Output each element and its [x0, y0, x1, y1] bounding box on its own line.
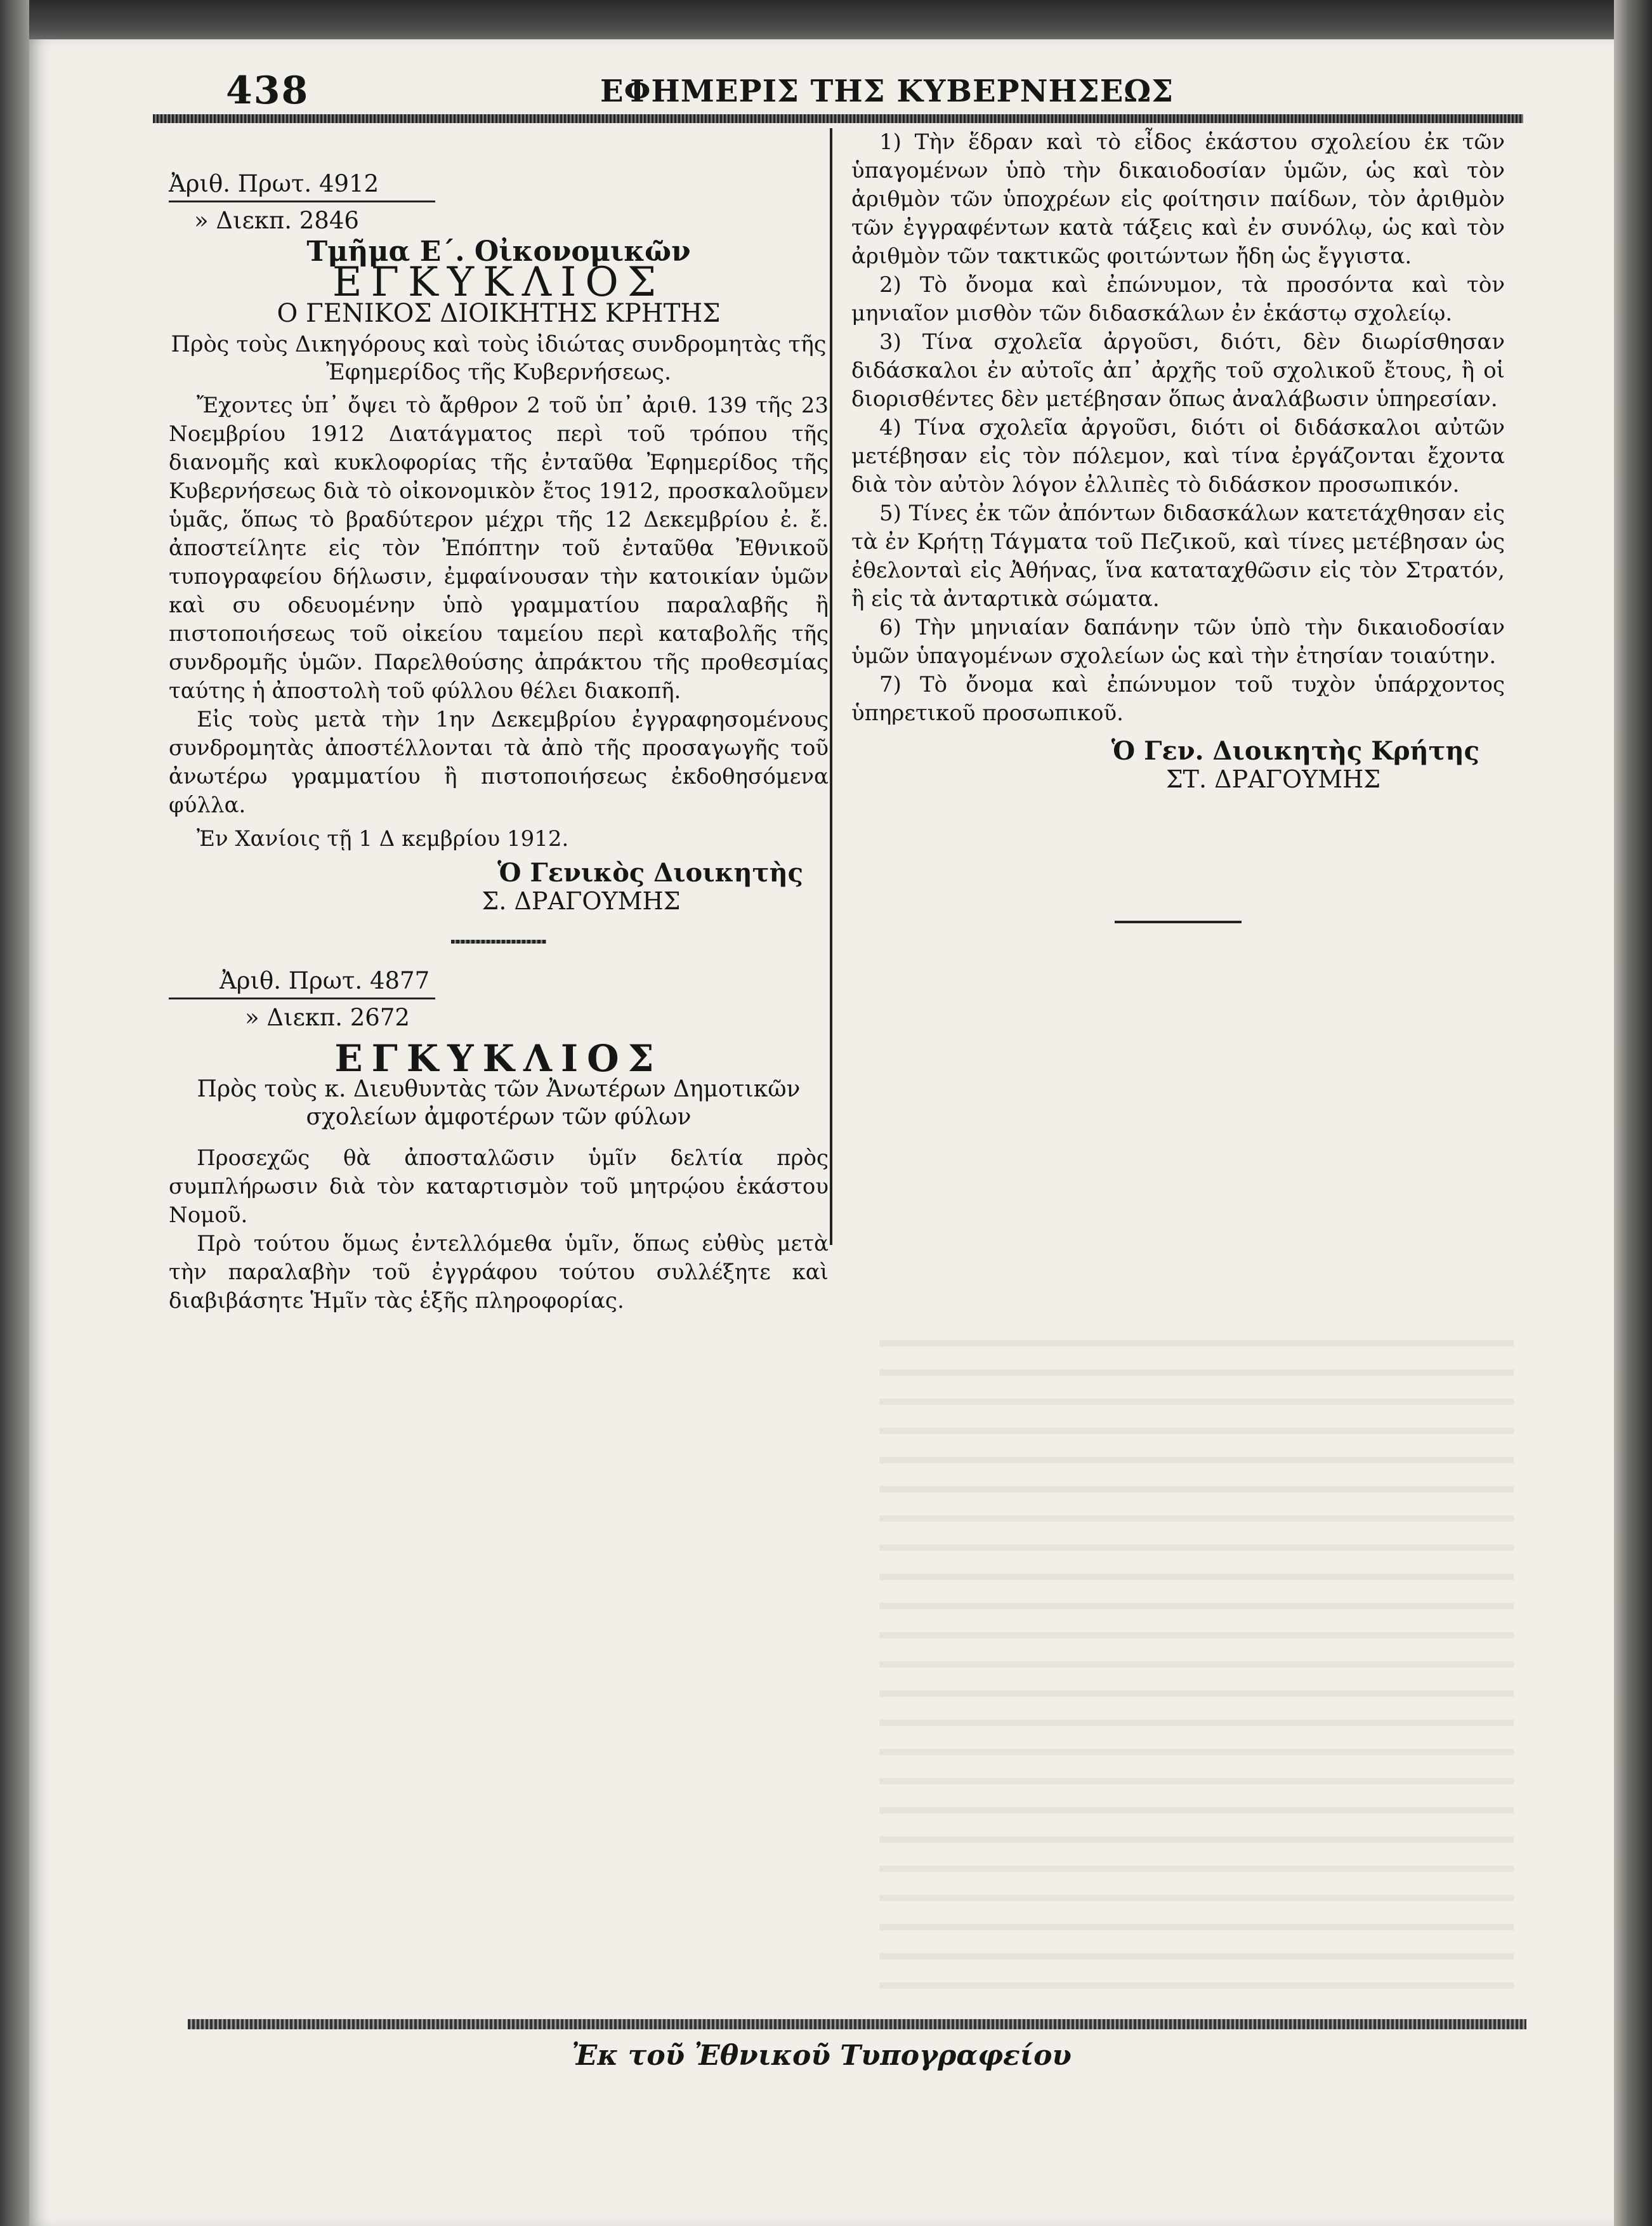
list-item: 2) Τὸ ὄνομα καὶ ἐπώνυμον, τὰ προσόντα καὶ τὸν μηνιαῖον μισθὸν τῶν διδασκάλων ἐν ἑκάστῳ σχολείῳ. — [851, 272, 1505, 326]
signer-name: ΣΤ. ΔΡΑΓΟΥΜΗΣ — [1165, 765, 1381, 793]
signer-name: Σ. ΔΡΑΓΟΥΜΗΣ — [482, 887, 681, 915]
ref-divider — [169, 201, 435, 202]
section-separator — [1115, 921, 1242, 923]
addressee: Πρὸς τοὺς Δικηγόρους καὶ τοὺς ἰδιώτας συνδρομητὰς τῆς Ἐφημερίδος τῆς Κυβερνήσεως. — [171, 332, 827, 385]
list-item: 7) Τὸ ὄνομα καὶ ἐπώνυμον τοῦ τυχὸν ὑπάρχοντος ὑπηρετικοῦ προσωπικοῦ. — [851, 672, 1505, 726]
header-rule — [153, 114, 1523, 123]
page-number: 438 — [226, 69, 310, 113]
body-paragraph: Προσεχῶς θὰ ἀποσταλῶσιν ὑμῖν δελτία πρὸς συμπλήρωσιν διὰ τὸν καταρτισμὸν τοῦ μητρῴου ἑκάστου Νομοῦ. — [169, 1145, 829, 1228]
list-item: 4) Τίνα σχολεῖα ἀργοῦσι, διότι οἱ διδάσκαλοι αὐτῶν μετέβησαν εἰς τὸν πόλεμον, καὶ τίνα ἐργάζονται ἔχοντα διὰ τὸν αὐτὸν λόγον ἐλλιπὲς τὸ διδάσκον προσωπικόν. — [851, 415, 1505, 497]
dispatch-number: » Διεκπ. 2672 — [245, 1004, 410, 1031]
signer-role: Ὁ Γενικὸς Διοικητὴς — [497, 858, 803, 888]
signer-role: Ὁ Γεν. Διοικητὴς Κρήτης — [1111, 736, 1479, 766]
bleed-through-text — [879, 1340, 1514, 2006]
body-paragraph: Εἰς τοὺς μετὰ τὴν 1ην Δεκεμβρίου ἐγγραφησομένους συνδρομητὰς ἀποστέλλονται τὰ ἀπὸ τῆς προσαγωγῆς τοῦ ἀνωτέρω γραμματίου ἢ πιστοποιήσεως ἐκδοθησόμενα φύλλα. — [169, 707, 829, 818]
dispatch-number: » Διεκπ. 2846 — [194, 207, 359, 234]
place-date: Ἐν Χανίοις τῇ 1 Δ κεμβρίου 1912. — [197, 826, 569, 852]
protocol-number: Ἀριθ. Πρωτ. 4912 — [169, 170, 379, 197]
column-divider — [830, 128, 832, 1245]
sender-heading: Ο ΓΕΝΙΚΟΣ ΔΙΟΙΚΗΤΗΣ ΚΡΗΤΗΣ — [277, 299, 721, 328]
circular-title: ΕΓΚΥΚΛΙΟΣ — [334, 1037, 663, 1080]
list-item: 1) Τὴν ἕδραν καὶ τὸ εἶδος ἑκάστου σχολείου ἐκ τῶν ὑπαγομένων ὑπὸ τὴν δικαιοδοσίαν ὑμῶν, ὡς καὶ τὸν ἀριθμὸν τῶν ὑποχρέων εἰς φοίτησιν παίδων, τὸν ἀριθμὸν τῶν ἐγγραφέντων κατὰ τάξεις καὶ ἐν συνόλῳ, ὡς καὶ τὸν ἀριθμὸν τῶν τακτικῶς φοιτώντων ἤδη ὡς ἔγγιστα. — [851, 129, 1505, 269]
section-separator — [451, 940, 546, 944]
circular-title: ΕΓΚΥΚΛΙΟΣ — [332, 259, 665, 306]
list-item: 6) Τὴν μηνιαίαν δαπάνην τῶν ὑπὸ τὴν δικαιοδοσίαν ὑμῶν ὑπαγομένων σχολείων ὡς καὶ τὴν ἐτησίαν τοιαύτην. — [851, 615, 1505, 669]
left-column — [169, 169, 829, 1315]
scan-binding-edge — [0, 0, 29, 2226]
footer-rule — [188, 2019, 1526, 2029]
scan-right-edge — [1614, 0, 1652, 2226]
right-column — [851, 128, 1505, 923]
list-item: 5) Τίνες ἐκ τῶν ἀπόντων διδασκάλων κατετάχθησαν εἰς τὰ ἐν Κρήτῃ Τάγματα τοῦ Πεζικοῦ, καὶ τίνες μετέβησαν ὡς ἐθελονταὶ εἰς Ἀθήνας, ἵνα καταταχθῶσιν εἰς τὸν Στρατόν, ἢ εἰς τὰ ἀνταρτικὰ σώματα. — [851, 501, 1505, 612]
addressee: Πρὸς τοὺς κ. Διευθυντὰς τῶν Ἀνωτέρων Δημοτικῶν σχολείων ἀμφοτέρων τῶν φύλων — [197, 1076, 801, 1130]
ref-divider — [169, 998, 435, 999]
gazette-title: ΕΦΗΜΕΡΙΣ ΤΗΣ ΚΥΒΕΡΝΗΣΕΩΣ — [600, 74, 1174, 109]
department-heading: Τμῆμα Ε΄. Οἰκονομικῶν — [306, 235, 691, 268]
body-paragraph: Ἔχοντες ὑπ᾽ ὄψει τὸ ἄρθρον 2 τοῦ ὑπ᾽ ἀριθ. 139 τῆς 23 Νοεμβρίου 1912 Διατάγματος περὶ τοῦ τρόπου τῆς διανομῆς καὶ κυκλοφορίας τῆς ἐνταῦθα Ἐφημερίδος τῆς Κυβερνήσεως διὰ τὸ οἰκονομικὸν ἔτος 1912, προσκαλοῦμεν ὑμᾶς, ὅπως τὸ βραδύτερον μέχρι τῆς 12 Δεκεμβρίου ἐ. ἔ. ἀποστείλητε εἰς τὸν Ἐπόπτην τοῦ ἐνταῦθα Ἐθνικοῦ τυπογραφείου δήλωσιν, ἐμφαίνουσαν τὴν κατοικίαν ὑμῶν καὶ συ οδευομένην ὑπὸ γραμματίου παραλαβῆς ἢ πιστοποιήσεως τοῦ οἰκείου ταμείου περὶ καταβολῆς τῆς συνδρομῆς ὑμῶν. Παρελθούσης ἀπράκτου τῆς προθεσμίας ταύτης ἡ ἀποστολὴ τοῦ φύλλου θέλει διακοπῆ. — [169, 393, 829, 704]
body-paragraph-continued: Πρὸ τούτου ὅμως ἐντελλόμεθα ὑμῖν, ὅπως εὐθὺς μετὰ τὴν παραλαβὴν τοῦ ἐγγράφου τούτου συλλέξητε καὶ διαβιβάσητε Ἡμῖν τὰς ἑξῆς πληροφορίας. — [169, 1231, 829, 1314]
list-item: 3) Τίνα σχολεῖα ἀργοῦσι, διότι, δὲν διωρίσθησαν διδάσκαλοι ἐν αὐτοῖς ἀπ᾽ ἀρχῆς τοῦ σχολικοῦ ἔτους, ἢ οἱ διορισθέντες δὲν μετέβησαν ὅπως ἀναλάβωσιν ὑπηρεσίαν. — [851, 329, 1505, 412]
gazette-page — [29, 39, 1614, 2226]
protocol-number: Ἀριθ. Πρωτ. 4877 — [220, 967, 430, 994]
printer-imprint: Ἐκ τοῦ Ἐθνικοῦ Τυπογραφείου — [572, 2039, 1072, 2072]
